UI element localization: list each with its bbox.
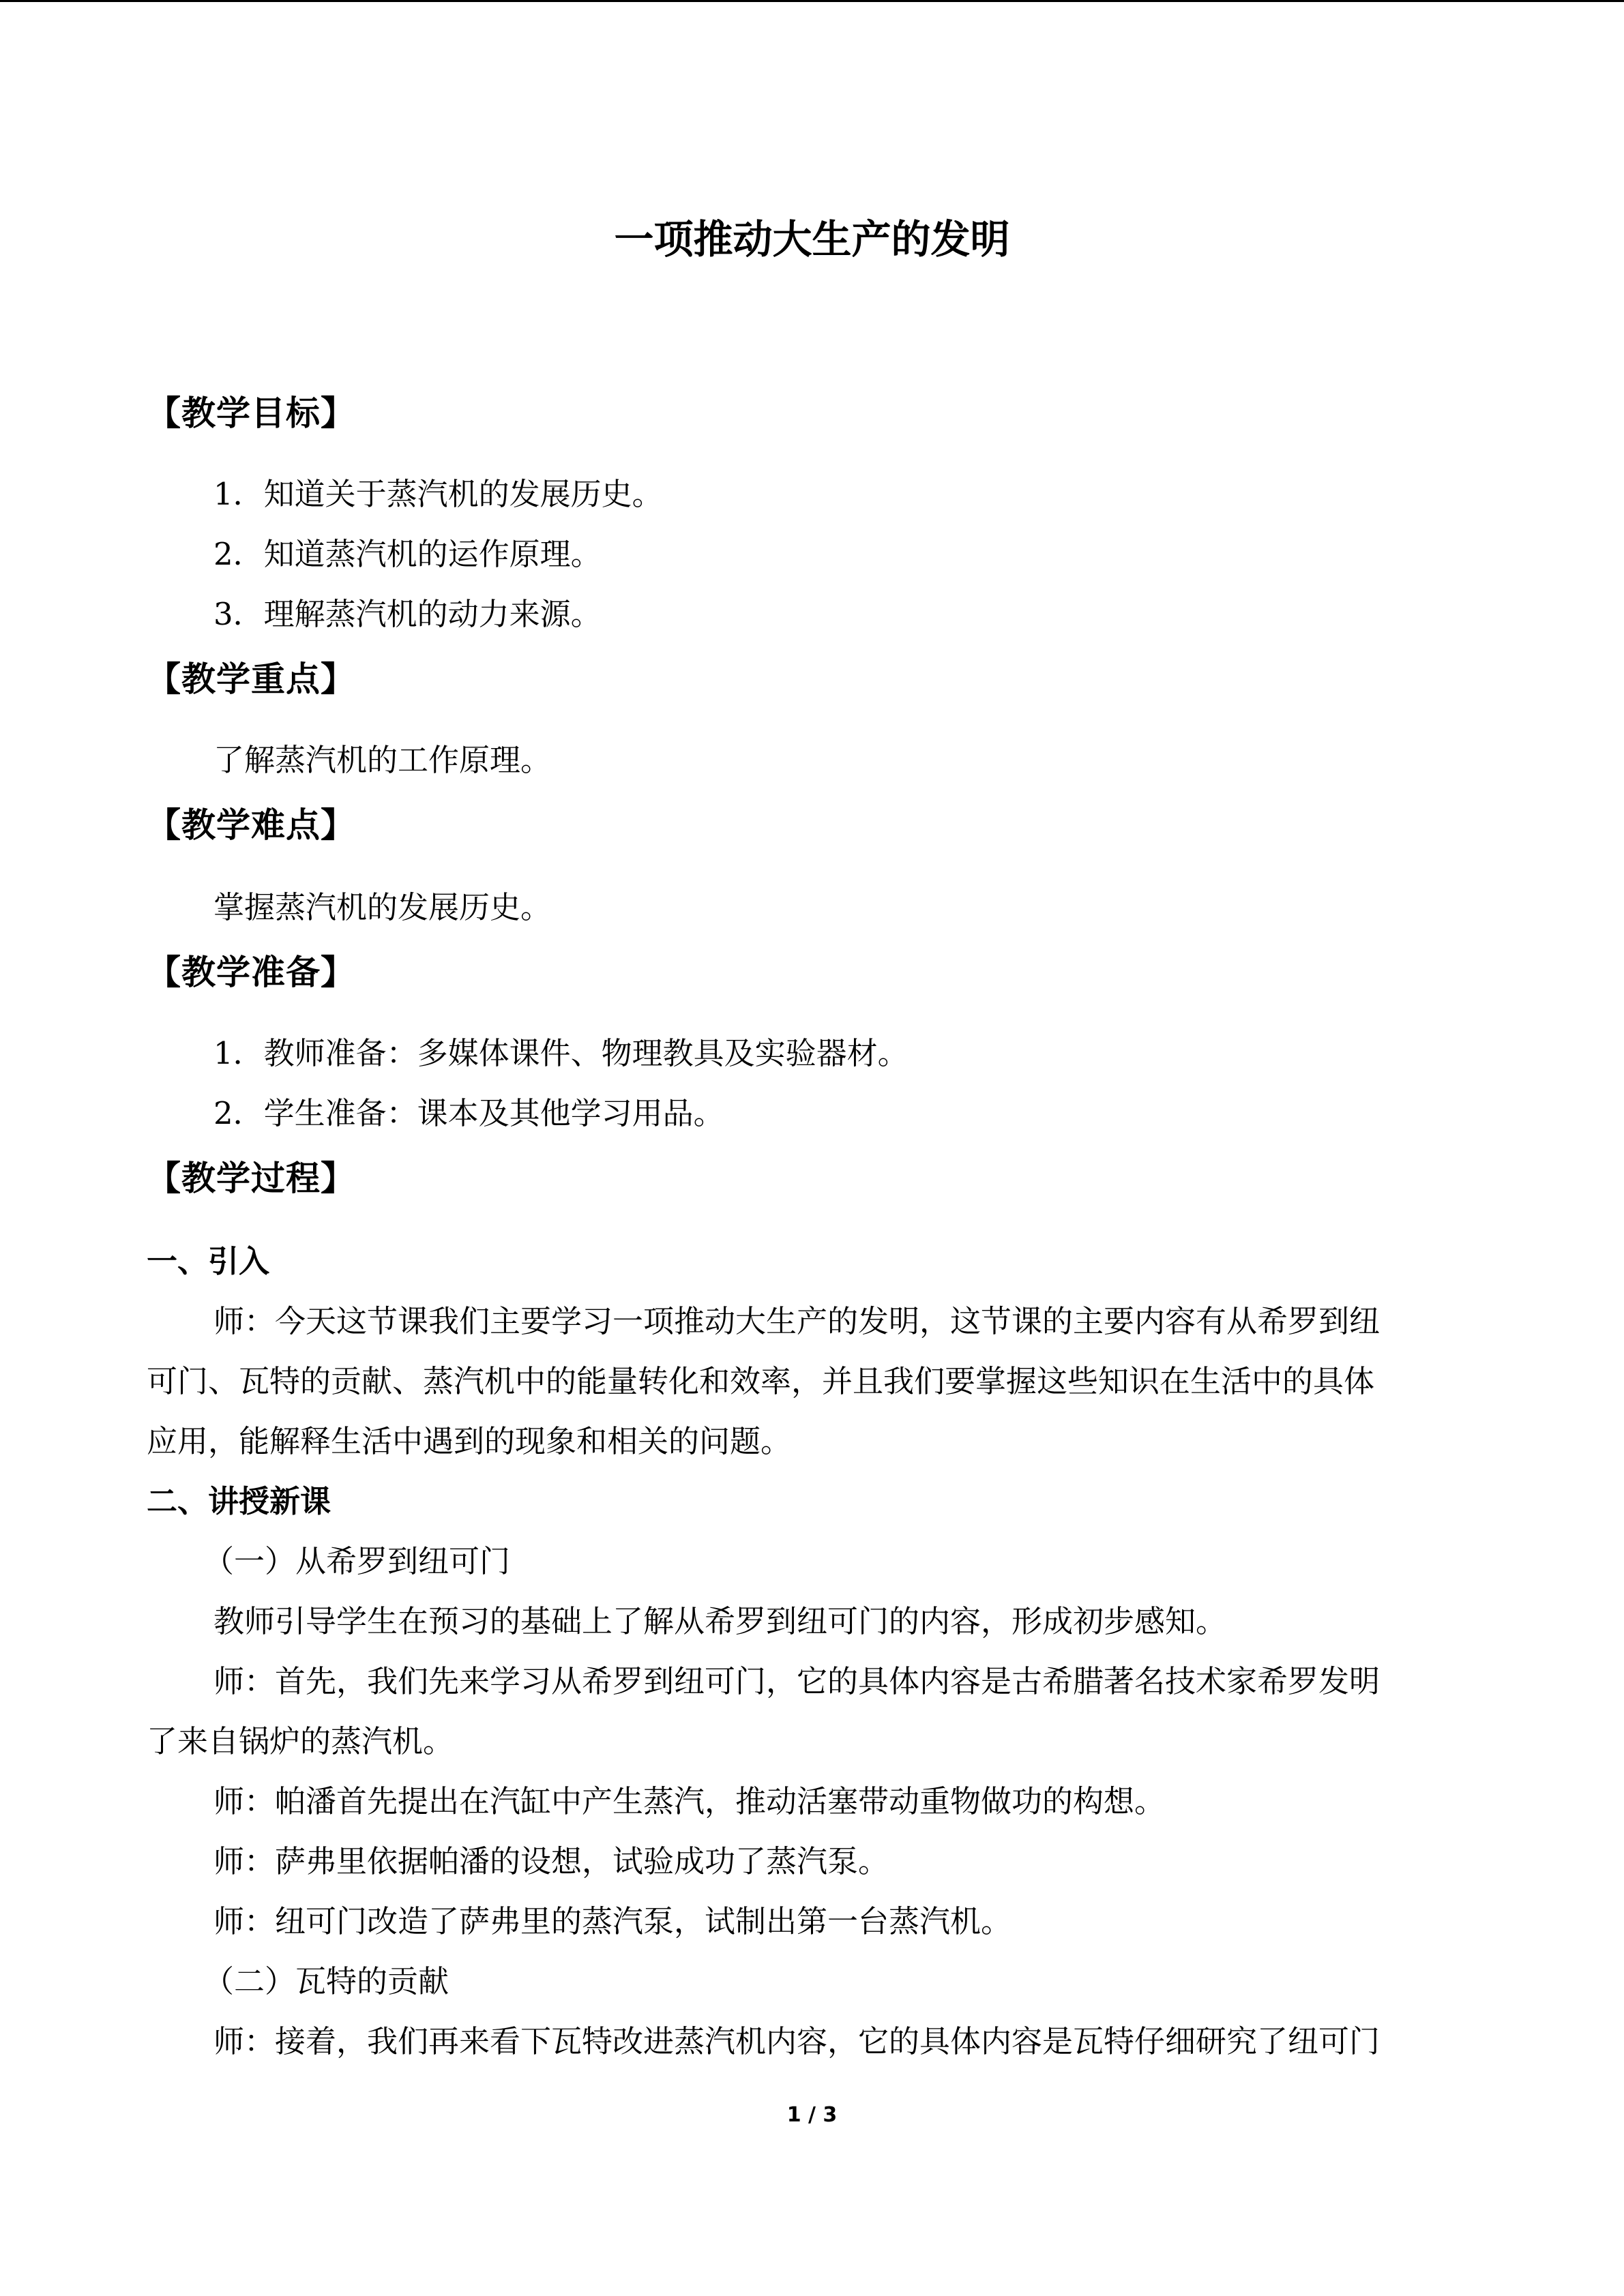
heading-keypoints: 【教学重点】 — [147, 659, 355, 699]
paragraph-line: 师：首先，我们先来学习从希罗到纽可门，它的具体内容是古希腊著名技术家希罗发明 — [213, 1663, 1381, 1699]
paragraph-line: 了来自锅炉的蒸汽机。 — [147, 1723, 454, 1759]
objective-item: 2．知道蒸汽机的运作原理。 — [213, 536, 602, 572]
paragraph-line: 教师引导学生在预习的基础上了解从希罗到纽可门的内容，形成初步感知。 — [213, 1603, 1227, 1639]
keypoints-text: 了解蒸汽机的工作原理。 — [213, 742, 552, 778]
heading-difficulties: 【教学难点】 — [147, 805, 355, 845]
paragraph-line: 师：今天这节课我们主要学习一项推动大生产的发明，这节课的主要内容有从希罗到纽 — [213, 1303, 1381, 1339]
document-title: 一项推动大生产的发明 — [614, 216, 1010, 263]
difficulties-text: 掌握蒸汽机的发展历史。 — [213, 889, 552, 925]
paragraph-line: 师：帕潘首先提出在汽缸中产生蒸汽，推动活塞带动重物做功的构想。 — [213, 1783, 1166, 1819]
objective-item: 1．知道关于蒸汽机的发展历史。 — [213, 476, 663, 512]
heading-objectives: 【教学目标】 — [147, 393, 355, 433]
objective-item: 3．理解蒸汽机的动力来源。 — [213, 596, 602, 632]
sub2-title: （二）瓦特的贡献 — [203, 1963, 449, 1999]
paragraph-line: 应用，能解释生活中遇到的现象和相关的问题。 — [147, 1423, 792, 1459]
preparation-item: 1．教师准备：多媒体课件、物理教具及实验器材。 — [213, 1035, 909, 1071]
page-number: 1 / 3 — [786, 2103, 838, 2127]
top-border — [0, 0, 1624, 2]
paragraph-line: 可门、瓦特的贡献、蒸汽机中的能量转化和效率，并且我们要掌握这些知识在生活中的具体 — [147, 1363, 1375, 1399]
part2-title: 二、讲授新课 — [147, 1483, 331, 1519]
heading-process: 【教学过程】 — [147, 1159, 355, 1198]
paragraph-line: 师：接着，我们再来看下瓦特改进蒸汽机内容，它的具体内容是瓦特仔细研究了纽可门 — [213, 2023, 1381, 2059]
paragraph-line: 师：萨弗里依据帕潘的设想，试验成功了蒸汽泵。 — [213, 1843, 889, 1879]
paragraph-line: 师：纽可门改造了萨弗里的蒸汽泵，试制出第一台蒸汽机。 — [213, 1903, 1012, 1939]
sub1-title: （一）从希罗到纽可门 — [203, 1543, 511, 1579]
preparation-item: 2．学生准备：课本及其他学习用品。 — [213, 1095, 724, 1131]
heading-preparation: 【教学准备】 — [147, 953, 355, 992]
part1-title: 一、引入 — [147, 1243, 270, 1279]
